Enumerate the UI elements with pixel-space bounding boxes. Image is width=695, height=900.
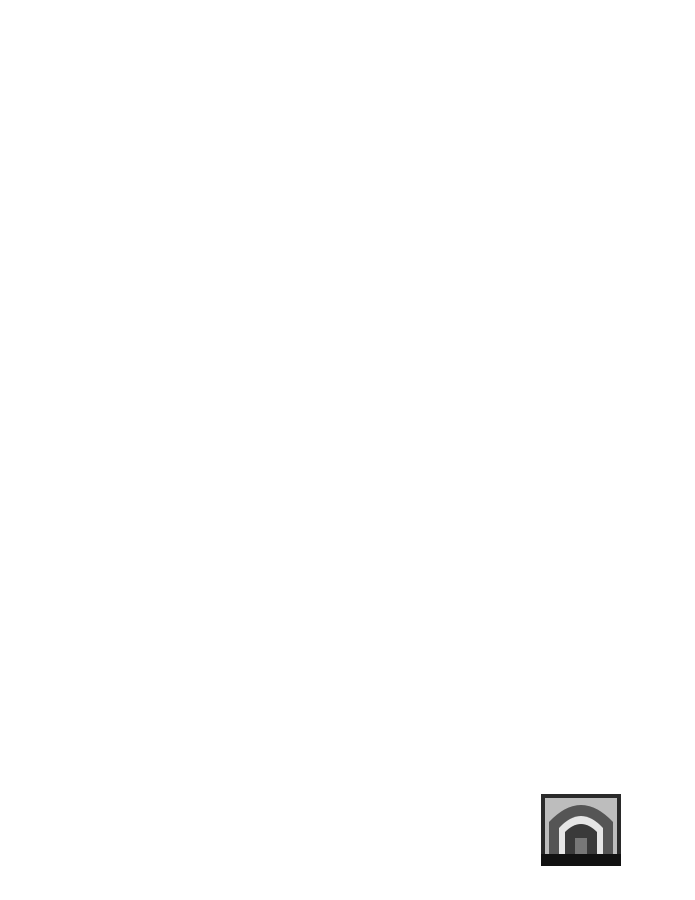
school-logo xyxy=(535,778,625,870)
question-5 xyxy=(606,266,620,284)
answer-blank xyxy=(606,269,620,284)
